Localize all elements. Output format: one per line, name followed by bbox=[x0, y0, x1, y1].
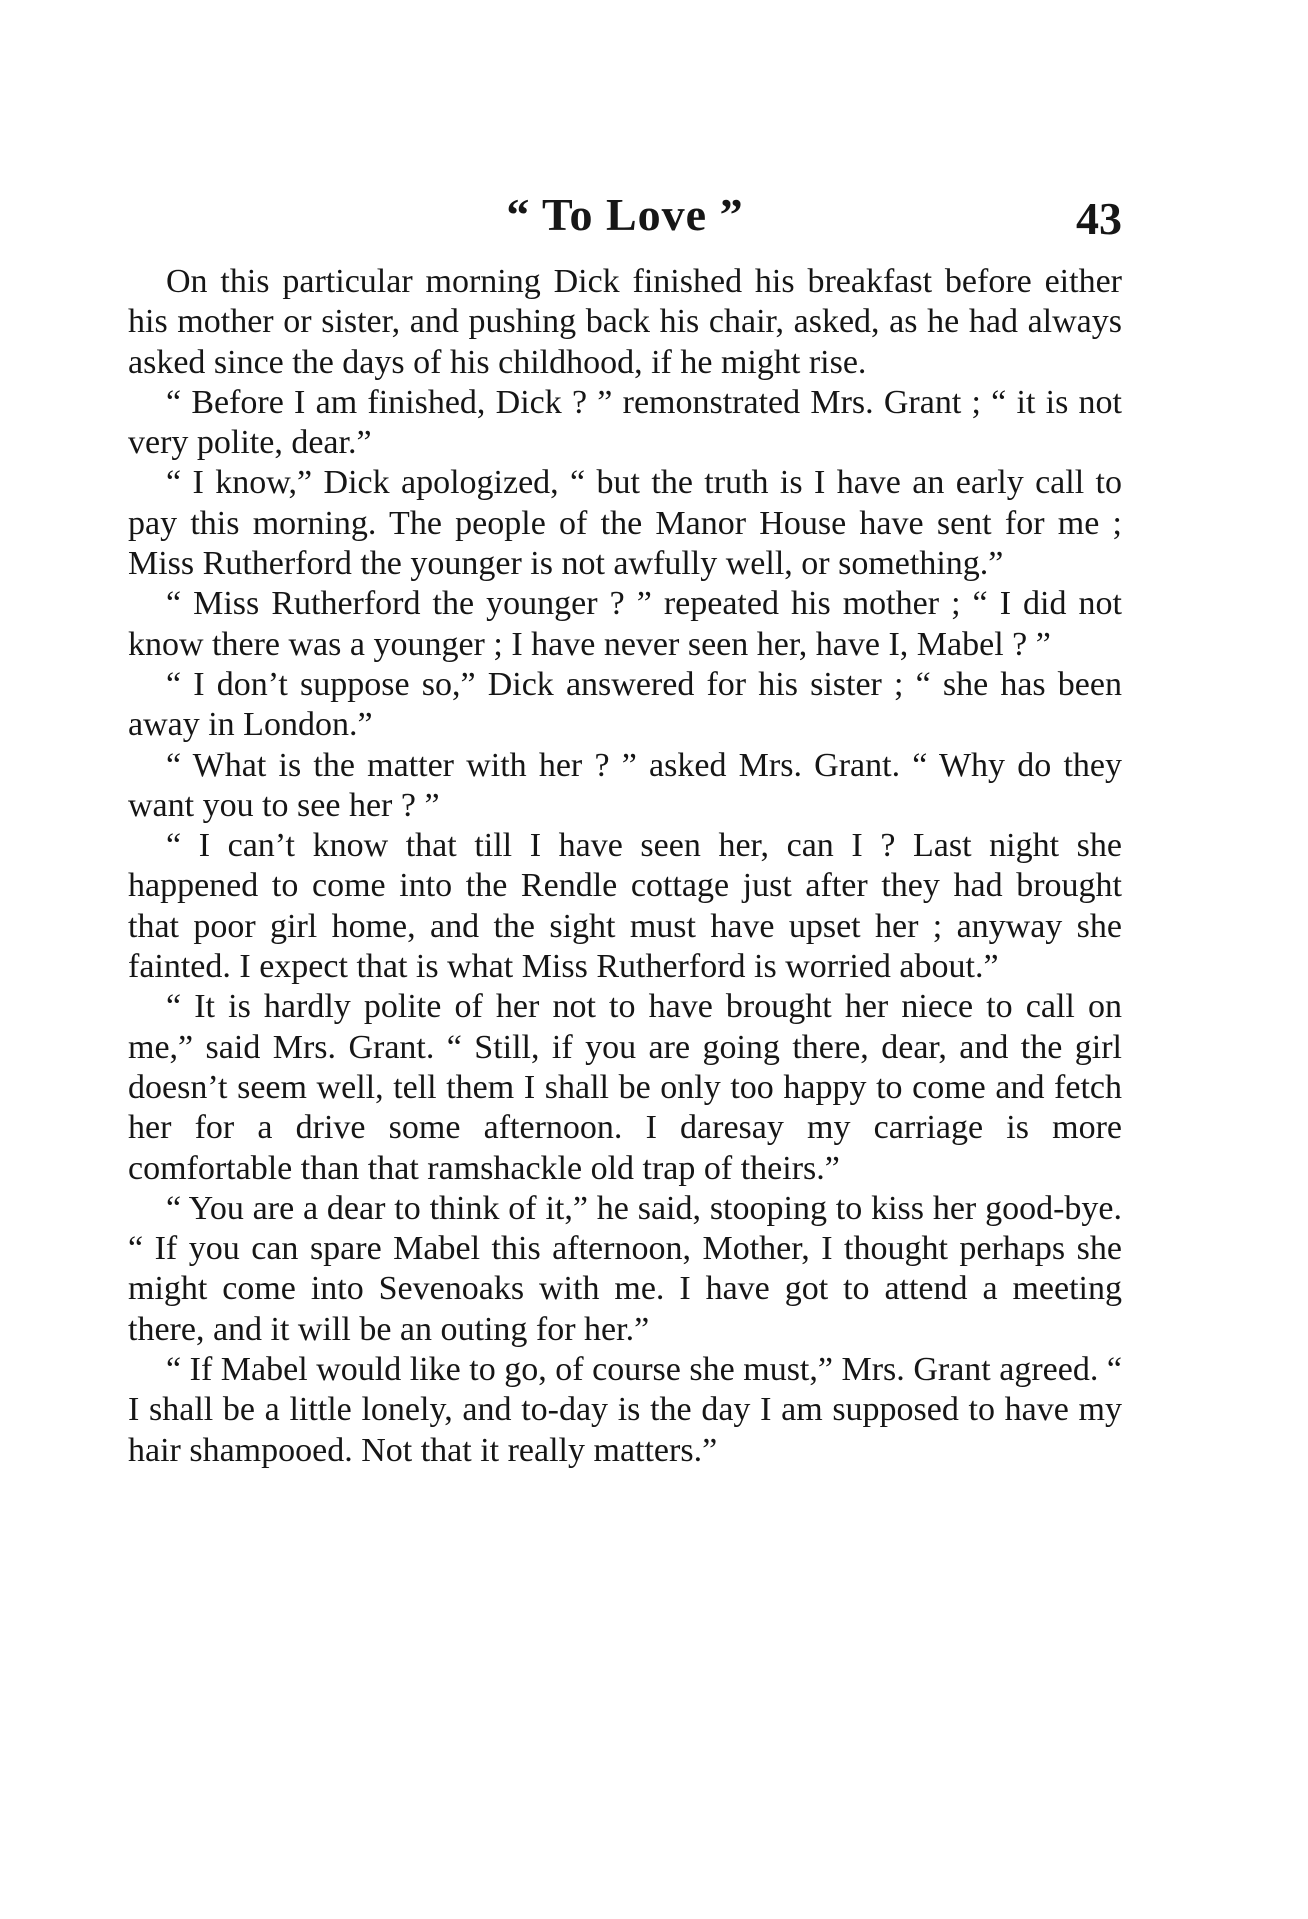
paragraph: On this particular morning Dick finished his breakfast before either his mother or sister, and pushing back his chair, asked, as he had always asked since the days of his childhood, if he might rise. bbox=[128, 263, 1122, 381]
paragraph: “ What is the matter with her ? ” asked Mrs. Grant. “ Why do they want you to see her ? ” bbox=[128, 746, 1122, 824]
chapter-title: “ To Love ” bbox=[506, 189, 744, 240]
running-header bbox=[128, 188, 1122, 248]
paragraph: “ Miss Rutherford the younger ? ” repeated his mother ; “ I did not know there was a younger ; I have never seen her, have I, Mabel ? ” bbox=[128, 585, 1122, 663]
page-number: 43 bbox=[1076, 193, 1122, 244]
paragraph: “ You are a dear to think of it,” he said, stooping to kiss her good-bye. “ If you can spare Mabel this afternoon, Mother, I thought perhaps she might come into Sevenoaks with me. I have got to attend a meeting there, and it will be an outing for her.” bbox=[128, 1189, 1122, 1348]
paragraph: “ I know,” Dick apologized, “ but the truth is I have an early call to pay this morning. The people of the Manor House have sent for me ; Miss Rutherford the younger is not awfully well, or something.” bbox=[128, 464, 1122, 583]
paragraph: “ I can’t know that till I have seen her, can I ? Last night she happened to come into the Rendle cottage just after they had brought that poor girl home, and the sight must have upset her ; anyway she fainted. I expect that is what Miss Rutherford is worried about.” bbox=[128, 827, 1122, 986]
body-text bbox=[128, 262, 1122, 1471]
paragraph: “ I don’t suppose so,” Dick answered for his sister ; “ she has been away in London.” bbox=[128, 665, 1122, 744]
paragraph: “ Before I am finished, Dick ? ” remonstrated Mrs. Grant ; “ it is not very polite, dear.” bbox=[128, 383, 1122, 462]
paragraph: “ It is hardly polite of her not to have brought her niece to call on me,” said Mrs. Grant. “ Still, if you are going there, dear, and the girl doesn’t seem well, tell them I shall be only too happy to come and fetch her for a drive some afternoon. I daresay my carriage is more comfortable than that ramshackle old trap of theirs.” bbox=[128, 988, 1122, 1187]
paragraph: “ If Mabel would like to go, of course she must,” Mrs. Grant agreed. “ I shall be a little lonely, and to-day is the day I am supposed to have my hair shampooed. Not that it really matters.” bbox=[128, 1351, 1122, 1469]
